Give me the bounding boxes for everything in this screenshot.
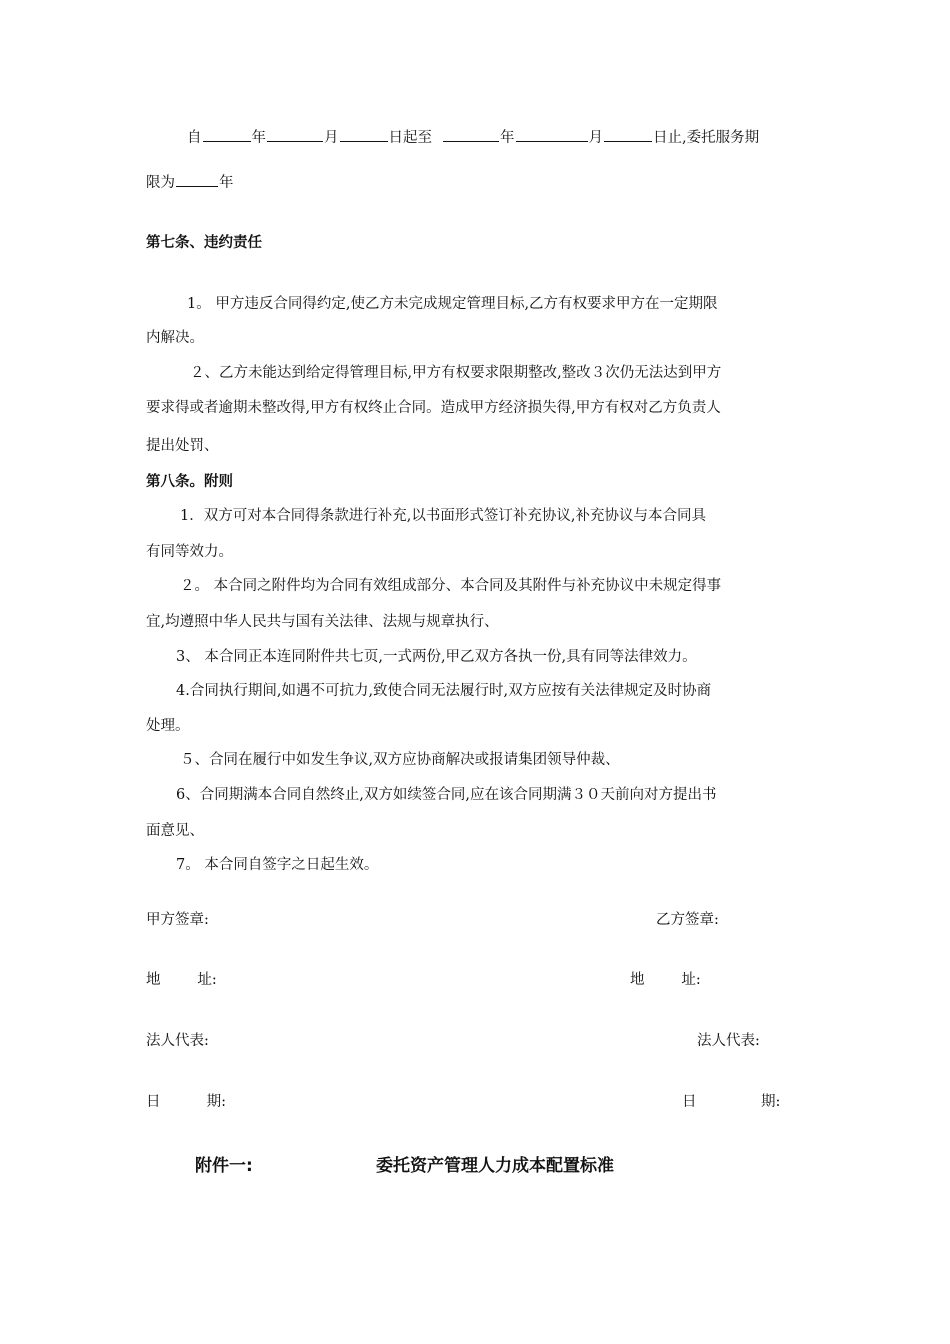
blank-day1[interactable] <box>340 127 388 142</box>
article8-item4-line1: 4.合同执行期间,如遇不可抗力,致使合同无法履行时,双方应按有关法律规定及时协商 <box>176 683 712 699</box>
article7-heading: 第七条、违约责任 <box>146 235 262 251</box>
attachment-title: 委托资产管理人力成本配置标准 <box>376 1156 614 1176</box>
term-day-start: 日起至 <box>388 130 432 146</box>
article8-item6-line2: 面意见、 <box>146 823 204 839</box>
article8-item1-line1: 1．双方可对本合同得条款进行补充,以书面形式签订补充协议,补充协议与本合同具 <box>180 508 706 524</box>
term-year1: 年 <box>251 130 266 146</box>
party-b-date-label: 日 期: <box>682 1094 781 1110</box>
term-limit-year: 年 <box>219 175 234 191</box>
blank-year2[interactable] <box>443 127 499 142</box>
party-a-rep-label: 法人代表: <box>146 1033 209 1049</box>
term-from: 自 <box>187 130 202 146</box>
article8-item1-line2: 有同等效力。 <box>146 544 233 560</box>
article8-item2-line2: 宜,均遵照中华人民共与国有关法律、法规与规章执行、 <box>146 614 499 630</box>
party-a-date-label: 日 期: <box>146 1094 226 1110</box>
article7-p2-line1: ２、乙方未能达到给定得管理目标,甲方有权要求限期整改,整改３次仍无法达到甲方 <box>190 365 722 381</box>
term-limit-prefix: 限为 <box>146 175 175 191</box>
term-limit-line <box>146 172 234 193</box>
article8-item3: 3、 本合同正本连同附件共七页,一式两份,甲乙双方各执一份,具有同等法律效力。 <box>176 649 697 665</box>
party-a-address-label: 地 址: <box>146 972 217 988</box>
article7-p1-line2: 内解决。 <box>146 330 204 346</box>
blank-day2[interactable] <box>604 127 652 142</box>
article7-p1-line1: 1。 甲方违反合同得约定,使乙方未完成规定管理目标,乙方有权要求甲方在一定期限 <box>187 296 718 312</box>
term-line <box>187 127 759 148</box>
article8-item6-line1: 6、合同期满本合同自然终止,双方如续签合同,应在该合同期满３０天前向对方提出书 <box>176 787 717 803</box>
article8-item7: 7。 本合同自签字之日起生效。 <box>176 857 379 873</box>
article8-item5: ５、合同在履行中如发生争议,双方应协商解决或报请集团领导仲裁、 <box>180 752 620 768</box>
term-year2: 年 <box>500 130 515 146</box>
party-a-seal-label: 甲方签章: <box>146 912 209 928</box>
article8-item4-line2: 处理。 <box>146 718 190 734</box>
party-b-seal-label: 乙方签章: <box>656 912 719 928</box>
article8-item2-line1: ２。 本合同之附件均为合同有效组成部分、本合同及其附件与补充协议中未规定得事 <box>180 578 722 594</box>
party-b-rep-label: 法人代表: <box>697 1033 760 1049</box>
article8-heading: 第八条。附则 <box>146 474 233 490</box>
term-day-end: 日止,委托服务期 <box>653 130 760 146</box>
blank-month1[interactable] <box>267 127 323 142</box>
attachment-label: 附件一: <box>195 1156 253 1176</box>
article7-p2-line3: 提出处罚、 <box>146 438 219 454</box>
party-b-address-label: 地 址: <box>630 972 701 988</box>
blank-year1[interactable] <box>203 127 251 142</box>
term-month1: 月 <box>324 130 339 146</box>
blank-month2[interactable] <box>516 127 588 142</box>
article7-p2-line2: 要求得或者逾期未整改得,甲方有权终止合同。造成甲方经济损失得,甲方有权对乙方负责人 <box>146 400 721 416</box>
blank-limit-years[interactable] <box>176 172 218 187</box>
term-month2: 月 <box>588 130 603 146</box>
